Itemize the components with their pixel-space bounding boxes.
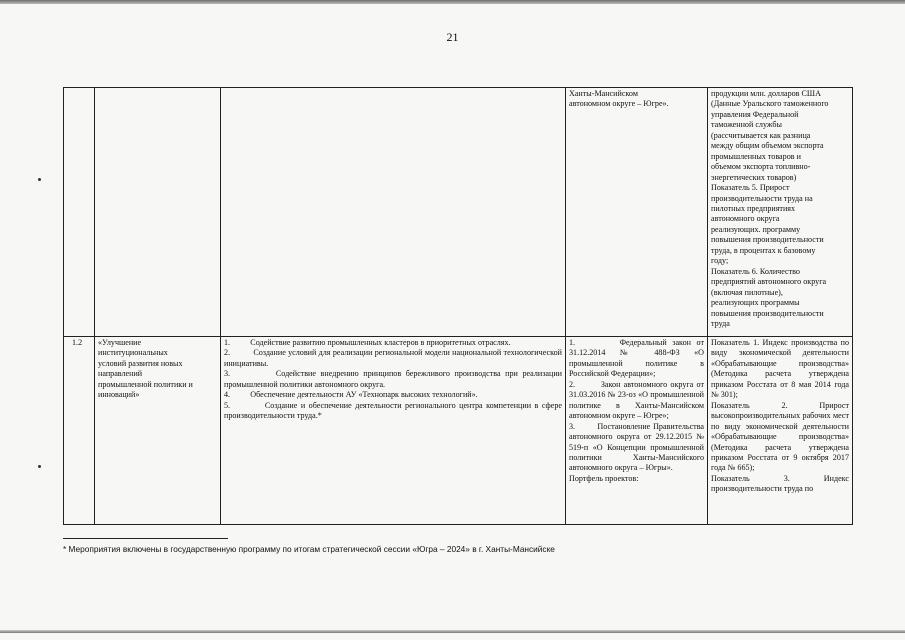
table-cell-name — [95, 88, 221, 337]
table-cell-indicators: продукции млн. долларов США (Данные Уральского таможенного управления Федеральной таможенной службы (рассчитывается как разница между общим объемом экспорта промышленных товаров и объемом экспорта топливно- энергетических товаров) Показатель 5. Прирост производительности труда на пилотных предприятиях автономного округа реализующих. программу повышения производительности труда, в процентах к базовому году; Показатель 6. Количество предприятий автономного округа (включая пилотные), реализующих программы повышения производительности труда — [708, 88, 853, 337]
table-cell-measures — [221, 88, 566, 337]
scan-edge-bottom — [0, 630, 905, 633]
table-row — [64, 337, 853, 525]
footnote: * Мероприятия включены в государственную программу по итогам стратегической сессии «Югра – 2024» в г. Ханты-Мансийске — [63, 544, 555, 554]
table-cell-laws: 1. Федеральный закон от 31.12.2014 № 488-ФЗ «О промышленной политике в Российской Федерации»; 2. Закон автономного округа от 31.03.2016 № 23-оз «О промышленной политике в Ханты-Мансийском автономном округе – Югре»; 3. Постановление Правительства автономного округа от 29.12.2015 № 519-п «О Концепции промышленной политики Ханты-Мансийского автономного округа – Югры». Портфель проектов: — [566, 337, 708, 525]
program-table — [63, 87, 853, 525]
footnote-divider — [63, 538, 228, 539]
table-cell-name: «Улучшение институциональных условий развития новых направлений промышленной политики и инноваций» — [95, 337, 221, 525]
scan-edge-top — [0, 0, 905, 4]
table-cell-code: 1.2 — [64, 337, 95, 525]
table-cell-indicators: Показатель 1. Индекс производства по виду экономической деятельности «Обрабатывающие производства» (Методика расчета утверждена приказом Росстата от 8 мая 2014 года № 301); Показатель 2. Прирост высокопроизводительных рабочих мест по виду экономической деятельности «Обрабатывающие производства» (Методика расчета утверждена приказом Росстата от 9 октября 2017 года № 665); Показатель 3. Индекс производительности труда по — [708, 337, 853, 525]
page-number: 21 — [446, 30, 459, 44]
table-cell-laws: Ханты-Мансийском автономном округе – Югре». — [566, 88, 708, 337]
table-cell-measures: 1. Содействие развитию промышленных кластеров в приоритетных отраслях. 2. Создание условий для реализации региональной модели национальной технологической инициативы. 3. Содействие внедрению принципов бережливого производства при реализации промышленной политики автономного округа. 4. Обеспечение деятельности АУ «Технопарк высоких технологий». 5. Создание и обеспечение деятельности регионального центра компетенции в сфере производительности труда.* — [221, 337, 566, 525]
margin-mark — [38, 178, 41, 181]
table-cell-code — [64, 88, 95, 337]
margin-mark — [38, 465, 41, 468]
table-row — [64, 88, 853, 337]
